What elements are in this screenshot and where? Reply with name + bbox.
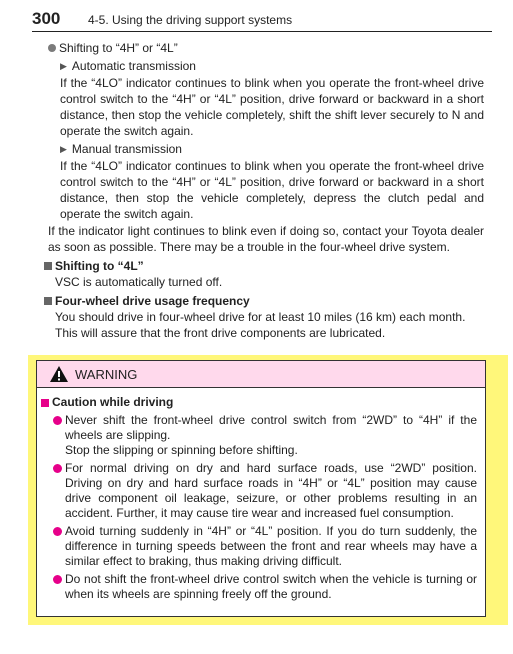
caution-heading-text: Caution while driving — [52, 395, 174, 409]
caution-heading — [41, 395, 477, 410]
pink-circle-bullet-icon — [53, 464, 62, 473]
manual-transmission-paragraph: If the “4LO” indicator continues to blink when you operate the front-wheel drive control switch to the “4H” or “4L” position, drive forward or backward in a short distance, then stop the vehicle completely, depress the clutch pedal and operate the switch again. — [60, 159, 484, 221]
shift-heading-text: Shifting to “4H” or “4L” — [59, 41, 178, 55]
triangle-right-icon: ▶ — [60, 61, 67, 71]
indicator-blink-paragraph: If the indicator light continues to blink even if doing so, contact your Toyota dealer as soon as possible. There may be a trouble in the four-wheel drive system. — [48, 224, 484, 254]
warning-item-text: Avoid turning suddenly in “4H” or “4L” position. If you do turn suddenly, the difference in turning speeds between the front and rear wheels may have a similar effect to braking, thus making driving difficult. — [65, 524, 477, 568]
triangle-right-icon: ▶ — [60, 144, 67, 154]
shift-4l-paragraph: VSC is automatically turned off. — [55, 275, 223, 289]
warning-box — [36, 360, 486, 617]
warning-header — [37, 361, 485, 388]
warning-label: WARNING — [75, 366, 138, 382]
auto-transmission-paragraph: If the “4LO” indicator continues to blink when you operate the front-wheel drive control switch to the “4H” or “4L” position, drive forward or backward in a short distance, then stop the vehicle completely, shift the shift lever securely to N and operate the switch again. — [60, 76, 484, 138]
warning-body — [41, 395, 477, 602]
warning-item — [41, 461, 477, 521]
page-number: 300 — [32, 9, 61, 28]
warning-item-text: Do not shift the front-wheel drive control switch when the vehicle is turning or when its wheels are spinning freely off the ground. — [65, 572, 477, 601]
warning-triangle-icon — [49, 365, 69, 383]
section-title: 4-5. Using the driving support systems — [88, 13, 293, 27]
warning-item — [41, 413, 477, 458]
square-bullet-icon — [44, 262, 52, 270]
warning-item-text: For normal driving on dry and hard surface roads, use “2WD” position. Driving on dry and hard surface roads in “4H” or “4L” position may cause drive component oil leakage, seizure, or other problems resulting in an accident. Further, it may cause tire wear and increased fuel consumption. — [65, 461, 477, 520]
pink-circle-bullet-icon — [53, 527, 62, 536]
shift-heading — [48, 40, 484, 56]
header-divider — [32, 31, 492, 32]
square-bullet-icon — [44, 297, 52, 305]
pink-square-bullet-icon — [41, 399, 49, 407]
warning-item-text: Never shift the front-wheel drive control switch from “2WD” to “4H” if the wheels are slipping. — [65, 413, 477, 442]
usage-frequency-heading-text: Four-wheel drive usage frequency — [55, 294, 250, 308]
pink-circle-bullet-icon — [53, 575, 62, 584]
manual-transmission-text: Manual transmission — [71, 142, 182, 156]
manual-transmission-label — [60, 141, 484, 157]
usage-frequency-heading — [44, 293, 484, 309]
shift-4l-heading-text: Shifting to “4L” — [55, 259, 144, 273]
shift-4l-heading — [44, 258, 484, 274]
usage-frequency-paragraph: You should drive in four-wheel drive for at least 10 miles (16 km) each month. This will assure that the front drive components are lubricated. — [55, 310, 466, 340]
auto-transmission-text: Automatic transmission — [71, 59, 196, 73]
warning-item — [41, 572, 477, 602]
pink-circle-bullet-icon — [53, 416, 62, 425]
warning-item-followup: Stop the slipping or spinning before shifting. — [65, 443, 298, 457]
auto-transmission-label — [60, 58, 484, 74]
main-content — [44, 40, 484, 341]
warning-item — [41, 524, 477, 569]
circle-bullet-icon — [48, 44, 56, 52]
